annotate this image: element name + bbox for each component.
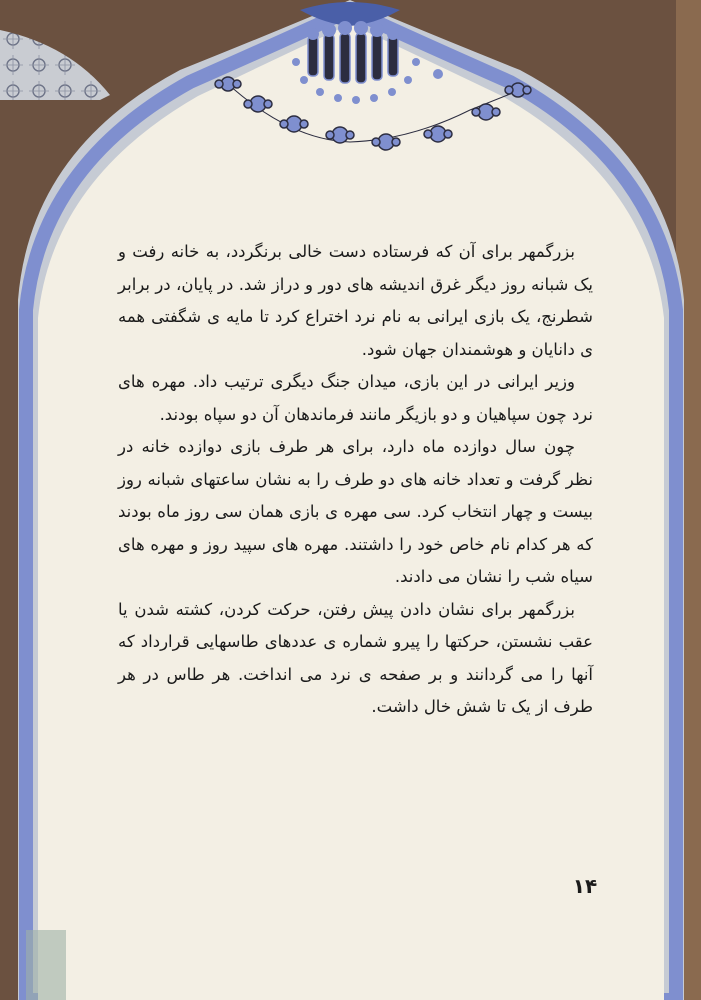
paragraph-3: چون سال دوازده ماه دارد، برای هر طرف بازی دوازده خانه در نظر گرفت و تعداد خانه های دو طرف را به نشان ساعتهای شبانه روز بیست و چهار انتخاب کرد. سی مهره ی بازی همان سی روز ماه بودند که هر کدام نام خاص خود را داشتند. مهره های سپید روز و مهره های سیاه شب را نشان می دادند. bbox=[118, 437, 593, 586]
body-text bbox=[118, 236, 593, 724]
paragraph-4: بزرگمهر برای نشان دادن پیش رفتن، حرکت کردن، کشته شدن یا عقب نشستن، حرکتها را پیرو شماره ی عددهای طاسهایی قرارداد که آنها را می گردانند و بر صفحه ی نرد می انداخت. هر طاس در هر طرف از یک تا شش خال داشت. bbox=[118, 599, 593, 716]
page-number: ۱۴ bbox=[572, 874, 598, 898]
paragraph-2: وزیر ایرانی در این بازی، میدان جنگ دیگری ترتیب داد. مهره های نرد چون سپاهیان و دو بازیگر مانند فرماندهان آن دو سپاه بودند. bbox=[118, 372, 593, 424]
paragraph-1: بزرگمهر برای آن که فرستاده دست خالی برنگردد، به خانه رفت و یک شبانه روز دیگر غرق اندیشه های دور و دراز شد. در پایان، در برابر شطرنج، یک بازی ایرانی به نام نرد اختراع کرد تا مایه ی شگفتی همه ی دانایان و هوشمندان جهان شود. bbox=[118, 242, 593, 359]
column-base-left bbox=[26, 930, 66, 1000]
